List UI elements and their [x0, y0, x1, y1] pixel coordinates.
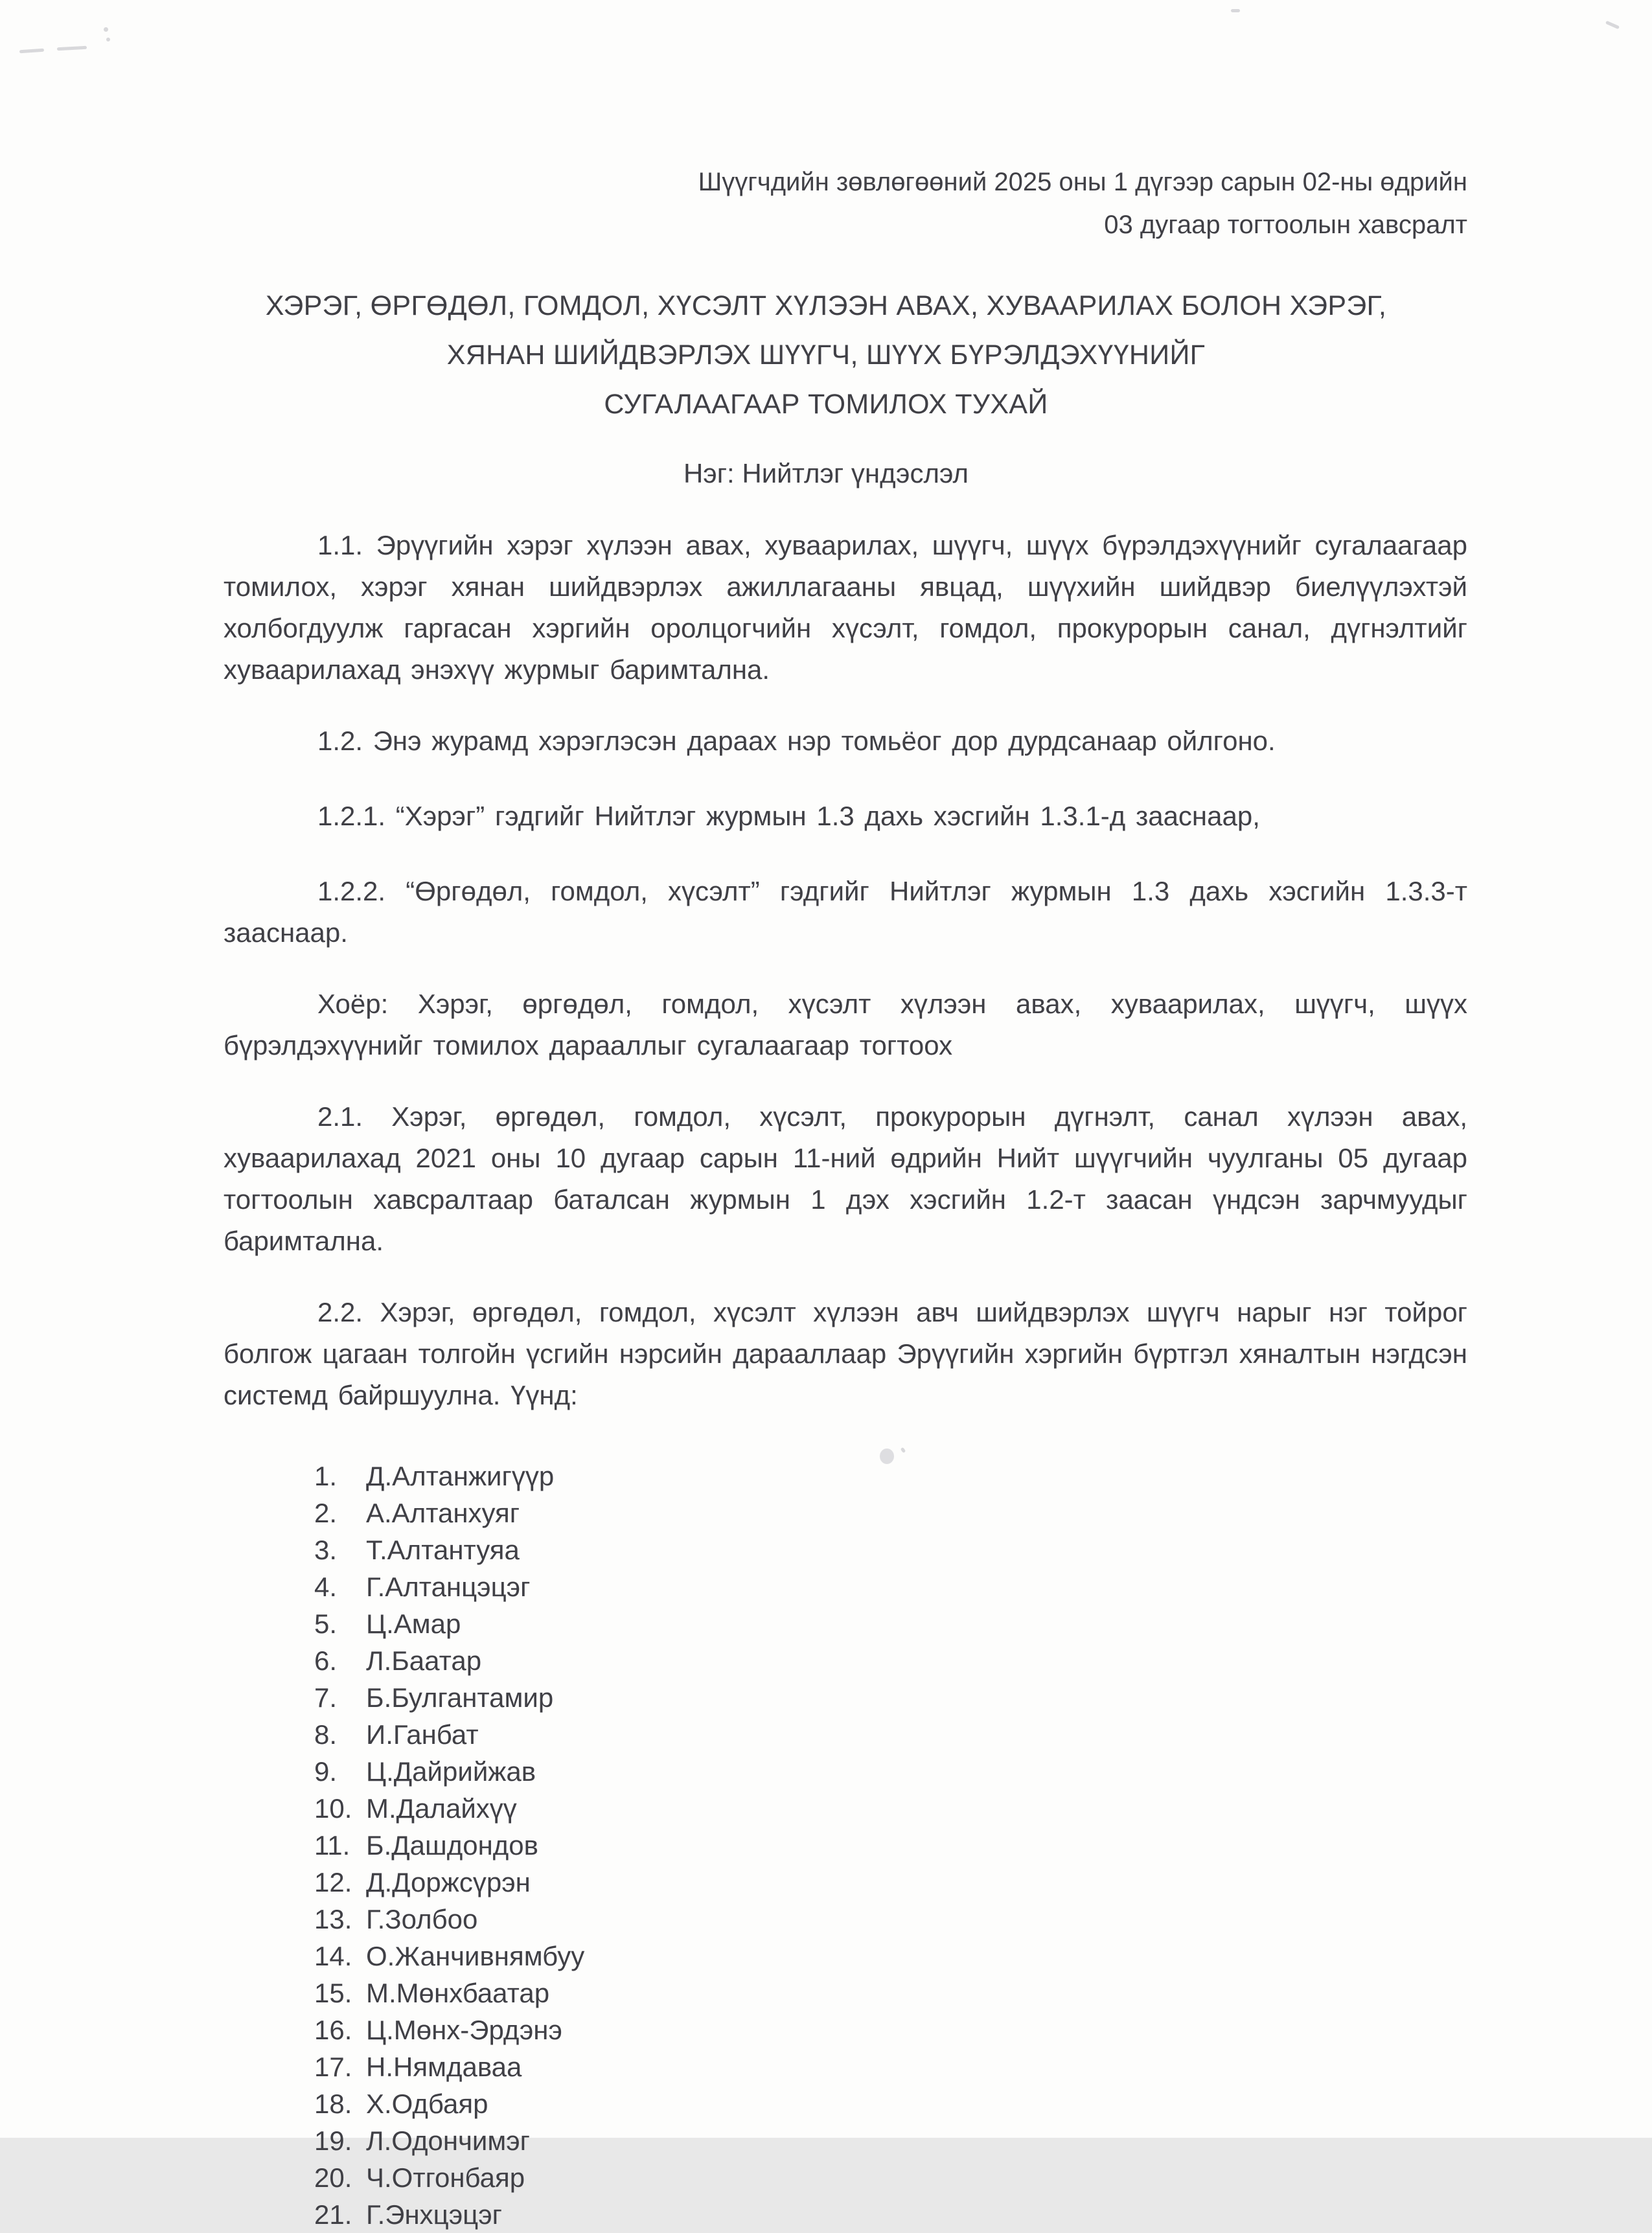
section-two-paragraph: Хоёр: Хэрэг, өргөдөл, гомдол, хүсэлт хүлээн авах, хуваарилах, шүүгч, шүүх бүрэлдэхүүнийг томилох дарааллыг сугалаагаар тогтоох: [224, 989, 1467, 1060]
judge-list-item: [314, 1494, 1467, 1531]
judge-name: Ц.Мөнх-Эрдэнэ: [366, 2015, 562, 2045]
judge-list-item: [314, 1679, 1467, 1716]
judge-name: Г.Золбоо: [366, 1904, 478, 1934]
judge-name: Ц.Амар: [366, 1609, 461, 1639]
judge-name: Н.Нямдаваа: [366, 2052, 522, 2082]
judge-list-item: [314, 2085, 1467, 2122]
judge-name: И.Ганбат: [366, 1719, 479, 1750]
judge-list-item: [314, 1975, 1467, 2011]
judge-list-item: [314, 1458, 1467, 1494]
judge-list-item: [314, 1716, 1467, 1753]
judge-number: 20.: [314, 2162, 352, 2193]
judge-name: Г.Энхцэцэг: [366, 2199, 502, 2230]
judge-name: О.Жанчивнямбуу: [366, 1941, 585, 1971]
judge-name: Х.Одбаяр: [366, 2089, 488, 2119]
judge-number: 6.: [314, 1645, 338, 1676]
judge-number: 10.: [314, 1793, 352, 1824]
judge-name: Г.Алтанцэцэг: [366, 1572, 531, 1602]
paragraph-1-2: 1.2. Энэ журамд хэрэглэсэн дараах нэр томьёог дор дурдсанаар ойлгоно.: [317, 726, 1276, 756]
judge-list-item: [314, 1790, 1467, 1827]
judge-list-item: [314, 2122, 1467, 2159]
judge-number: 5.: [314, 1609, 338, 1639]
judge-list-item: [314, 2048, 1467, 2085]
judge-name: Ц.Дайрийжав: [366, 1756, 536, 1787]
judge-number: 7.: [314, 1682, 338, 1713]
judge-number: 19.: [314, 2125, 352, 2156]
judge-number: 3.: [314, 1535, 338, 1565]
judge-number: 9.: [314, 1756, 338, 1787]
judge-number: 4.: [314, 1572, 338, 1602]
judge-list-item: [314, 1864, 1467, 1901]
document-title-line-2: ХЯНАН ШИЙДВЭРЛЭХ ШҮҮГЧ, ШҮҮХ БҮРЭЛДЭХҮҮНИЙГ: [446, 339, 1206, 371]
judge-name: Д.Доржсүрэн: [366, 1867, 531, 1897]
judge-name: Б.Булгантамир: [366, 1682, 554, 1713]
paragraph-2-2: 2.2. Хэрэг, өргөдөл, гомдол, хүсэлт хүлээн авч шийдвэрлэх шүүгч нарыг нэг тойрог болгож цагаан толгойн үсгийн нэрсийн дарааллаар Эрүүгийн хэргийн бүртгэл хяналтын нэгдсэн системд байршуулна. Үүнд:: [224, 1297, 1467, 1410]
judge-number: 11.: [314, 1830, 350, 1861]
judge-number: 21.: [314, 2199, 352, 2230]
judge-list-item: [314, 1753, 1467, 1790]
paragraph-2-1: 2.1. Хэрэг, өргөдөл, гомдол, хүсэлт, прокурорын дүгнэлт, санал хүлээн авах, хуваарилахад 2021 оны 10 дугаар сарын 11-ний өдрийн Нийт шүүгчийн чуулганы 05 дугаар тогтоолын хавсралтаар баталсан журмын 1 дэх хэсгийн 1.2-т заасан үндсэн зарчмуудыг баримтална.: [224, 1101, 1467, 1256]
judge-number: 8.: [314, 1719, 338, 1750]
judge-number: 12.: [314, 1867, 352, 1897]
judge-list-item: [314, 2159, 1467, 2196]
judge-list-item: [314, 1568, 1467, 1605]
paragraph-1-2-1: 1.2.1. “Хэрэг” гэдгийг Нийтлэг журмын 1.3 дахь хэсгийн 1.3.1-д зааснаар,: [317, 801, 1260, 831]
scan-artifact: [1231, 9, 1240, 12]
judge-name: Т.Алтантуяа: [366, 1535, 520, 1565]
paragraph-1-1: 1.1. Эрүүгийн хэрэг хүлээн авах, хуваарилах, шүүгч, шүүх бүрэлдэхүүнийг сугалаагаар томилох, хэрэг хянан шийдвэрлэх ажиллагааны явцад, шүүхийн шийдвэр биелүүлэхтэй холбогдуулж гаргасан хэргийн оролцогчийн хүсэлт, гомдол, прокурорын санал, дүгнэлтийг хуваарилахад энэхүү журмыг баримтална.: [224, 530, 1467, 685]
judge-number: 1.: [314, 1461, 338, 1491]
judge-name: Ч.Отгонбаяр: [366, 2162, 525, 2193]
judge-list-item: [314, 2196, 1467, 2233]
judge-list-item: [314, 1642, 1467, 1679]
judge-name: Л.Баатар: [366, 1645, 482, 1676]
judge-name: М.Далайхүү: [366, 1793, 517, 1824]
judge-list-item: [314, 2011, 1467, 2048]
section-one-heading: Нэг: Нийтлэг үндэслэл: [683, 458, 969, 488]
judge-number: 14.: [314, 1941, 352, 1971]
judge-list-item: [314, 1938, 1467, 1975]
judge-list-item: [314, 1901, 1467, 1938]
judge-number: 2.: [314, 1498, 338, 1528]
judge-number: 16.: [314, 2015, 352, 2045]
scan-artifact: [106, 38, 110, 41]
judge-name: Б.Дашдондов: [366, 1830, 538, 1861]
scan-artifact: [104, 27, 108, 32]
document-title-line-1: ХЭРЭГ, ӨРГӨДӨЛ, ГОМДОЛ, ХҮСЭЛТ ХҮЛЭЭН АВАХ, ХУВААРИЛАХ БОЛОН ХЭРЭГ,: [265, 290, 1387, 321]
document-title: [0, 281, 1652, 429]
judge-name: М.Мөнхбаатар: [366, 1978, 550, 2008]
scan-artifact: [880, 1449, 894, 1464]
judge-number: 15.: [314, 1978, 352, 2008]
judge-number: 13.: [314, 1904, 352, 1934]
judge-name: Л.Одончимэг: [366, 2125, 531, 2156]
annex-header: [0, 0, 1652, 246]
document-body: [0, 525, 1652, 2233]
judge-list-item: [314, 1531, 1467, 1568]
judge-list-item: [314, 1605, 1467, 1642]
judge-name: Д.Алтанжигүүр: [366, 1461, 555, 1491]
annex-header-line-1: Шүүгчдийн зөвлөгөөний 2025 оны 1 дүгээр сарын 02-ны өдрийн: [698, 168, 1467, 196]
judge-number: 18.: [314, 2089, 352, 2119]
paragraph-1-2-2: 1.2.2. “Өргөдөл, гомдол, хүсэлт” гэдгийг Нийтлэг журмын 1.3 дахь хэсгийн 1.3.3-т зааснаар.: [224, 876, 1467, 948]
judge-list-item: [314, 1827, 1467, 1864]
judges-list: [224, 1458, 1467, 2233]
judge-number: 17.: [314, 2052, 352, 2082]
judge-name: А.Алтанхуяг: [366, 1498, 520, 1528]
annex-header-line-2: 03 дугаар тогтоолын хавсралт: [1104, 211, 1467, 239]
document-title-line-3: СУГАЛААГААР ТОМИЛОХ ТУХАЙ: [604, 389, 1048, 420]
